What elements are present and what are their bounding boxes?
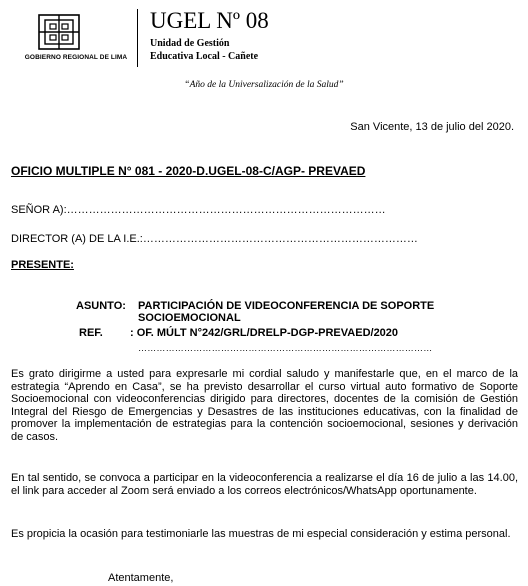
presente-label: PRESENTE: [11, 259, 74, 271]
regional-emblem-icon [36, 12, 82, 52]
ugel-subtitle-line2: Educativa Local - Cañete [150, 51, 259, 62]
recipient-senor-line: SEÑOR A):…………………………………………………………………………… [11, 204, 386, 216]
header-divider [137, 9, 138, 67]
body-paragraph-3: Es propicia la ocasión para testimoniarle las muestras de mi especial consideración y estima personal. [11, 528, 511, 540]
letter-date: San Vicente, 13 de julio del 2020. [350, 121, 514, 133]
body-paragraph-1: Es grato dirigirme a usted para expresarle mi cordial saludo y manifestarle que, en el marco de la estrategia “Aprendo en Casa”, se ha previsto desarrollar el curso virtual auto formativo de Soporte Socioemocional con videoconferencias dirigido para directores, docentes de la comisión de Gestión Integral del Riesgo de Emergencias y Desastres de las instituciones educativas, con la finalidad de promover la implementación de estrategias para la contención socioemocional, sesiones y derivación de casos. [11, 368, 518, 443]
asunto-text: PARTICIPACIÓN DE VIDEOCONFERENCIA DE SOPORTE SOCIOEMOCIONAL [138, 300, 435, 324]
oficio-number: OFICIO MULTIPLE N° 081 - 2020-D.UGEL-08-C/AGP- PREVAED [11, 164, 366, 178]
ref-label: REF. [79, 327, 103, 339]
regional-government-logo [12, 10, 140, 68]
body-paragraph-2: En tal sentido, se convoca a participar en la videoconferencia a realizarse el día 16 de julio a las 14.00, el link para acceder al Zoom será enviado a los correos electrónicos/WhatsApp oportunamente. [11, 472, 518, 497]
recipient-director-line: DIRECTOR (A) DE LA I.E.:………………………………………………………………… [11, 233, 418, 245]
ref-dotted-line: …………………………………………………………………………………… [138, 343, 433, 353]
year-motto: “Año de la Universalización de la Salud” [184, 80, 344, 90]
closing-salutation: Atentamente, [108, 572, 174, 584]
gov-label: GOBIERNO REGIONAL DE LIMA [24, 54, 128, 61]
ugel-title: UGEL Nº 08 [150, 8, 269, 33]
asunto-label: ASUNTO: [76, 300, 126, 312]
ref-text: : OF. MÚLT N°242/GRL/DRELP-DGP-PREVAED/2020 [130, 327, 399, 339]
ugel-subtitle-line1: Unidad de Gestión [150, 38, 230, 49]
